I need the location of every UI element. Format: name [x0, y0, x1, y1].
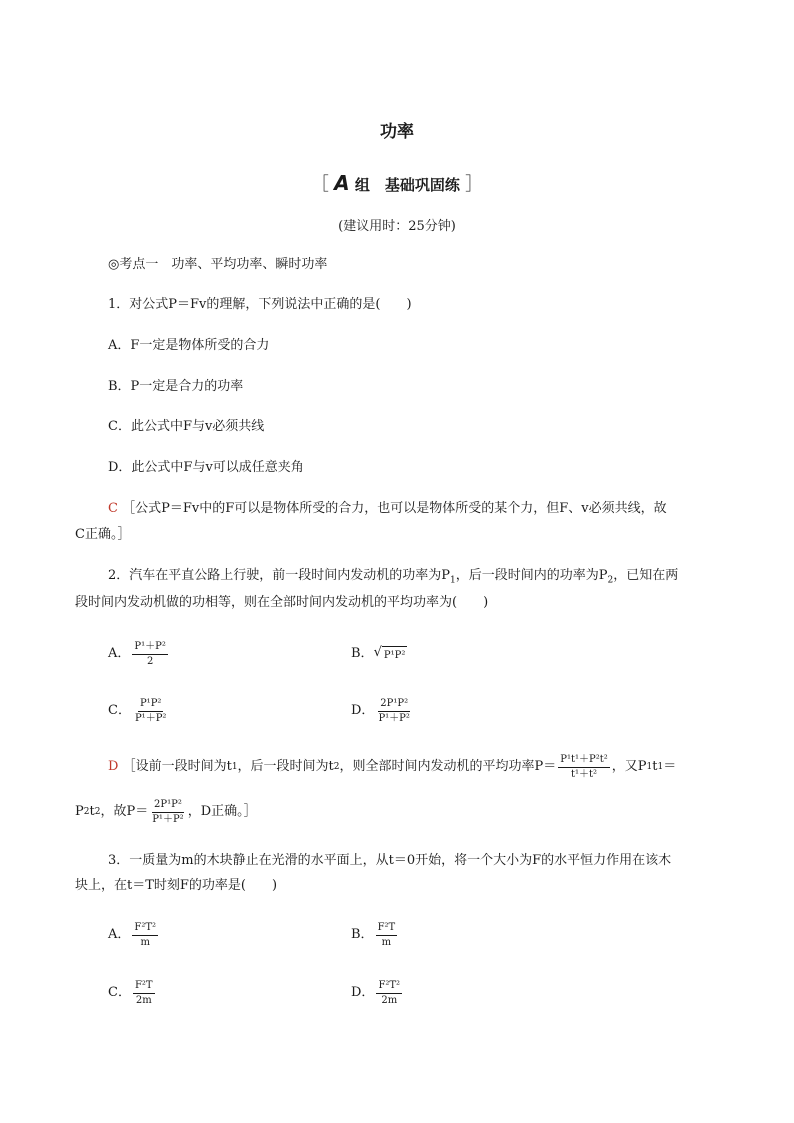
q3-option-a — [108, 918, 160, 952]
section-heading: ◎考点一 功率、平均功率、瞬时功率 — [108, 257, 328, 272]
q2-an2-fraction — [150, 799, 185, 826]
q2-an-sub2: 2 — [333, 762, 340, 772]
q2-an-text-c: ，则全部时间内发动机的平均功率P＝ — [339, 759, 557, 774]
q2-an-sub4: 1 — [657, 762, 664, 772]
q3-c-num: F²T — [133, 980, 155, 994]
q2-option-d — [351, 694, 414, 728]
q2-a-den: 2 — [146, 655, 154, 667]
q2-option-b — [351, 637, 407, 671]
q3-a-den: m — [140, 936, 150, 948]
q2-an-num: P¹t¹＋P²t² — [558, 754, 610, 768]
q3-option-c — [108, 976, 157, 1010]
suggested-time: (建议用时：25分钟) — [338, 219, 456, 234]
q2-d-num: 2P¹P² — [378, 698, 410, 712]
q2-an-fraction — [558, 754, 610, 781]
q2-an2-text-a: P — [75, 804, 84, 819]
q2-an2-sub1: 2 — [83, 807, 90, 817]
q3-d-num: F²T² — [376, 980, 402, 994]
q2-b-sqrt — [374, 644, 408, 665]
q2-an2-text-d: ，D正确。］ — [187, 804, 257, 819]
q3-b-den: m — [381, 936, 392, 948]
group-open-bracket: ［ — [310, 174, 329, 195]
q2-an-sub1: 1 — [231, 762, 238, 772]
q2-option-c — [108, 694, 170, 728]
q2-stem-line2: 段时间内发动机做的功相等，则在全部时间内发动机的平均功率为( ) — [75, 595, 489, 610]
q3-stem-line1: 3．一质量为m的木块静止在光滑的水平面上，从t＝0开始，将一个大小为F的水平恒力作用在该木 — [108, 853, 672, 868]
q2-stem-line1 — [108, 567, 678, 590]
q3-d-prefix: D． — [351, 985, 375, 1000]
q2-c-prefix: C． — [108, 703, 131, 718]
q2-analysis-line2 — [75, 795, 257, 829]
q2-stem-sub1: 1 — [450, 575, 456, 586]
q2-stem-text-c: ，已知在两 — [613, 568, 679, 583]
q1-stem: 1．对公式P＝Fv的理解，下列说法中正确的是( ) — [108, 297, 412, 312]
q3-c-prefix: C． — [108, 985, 131, 1000]
q2-a-fraction — [132, 641, 167, 668]
q2-d-den: P¹＋P² — [378, 712, 410, 724]
q3-c-den: 2m — [135, 994, 152, 1006]
q1-option-a: A．F一定是物体所受的合力 — [108, 338, 270, 353]
q2-an2-den: P¹＋P² — [152, 813, 184, 825]
q1-option-d: D．此公式中F与v可以成任意夹角 — [108, 460, 304, 475]
q1-analysis-text: ［公式P＝Fv中的F可以是物体所受的合力，也可以是物体所受的某个力，但F、v必须共线，故 — [122, 501, 667, 516]
q2-analysis-line1 — [108, 750, 676, 784]
q2-c-num: P¹P² — [138, 698, 163, 712]
q2-c-fraction — [133, 698, 168, 725]
q2-a-prefix: A． — [108, 646, 131, 661]
q2-c-den: P¹＋P² — [134, 712, 167, 724]
q2-stem-sub2: 2 — [607, 575, 614, 586]
q2-d-prefix: D． — [351, 703, 375, 718]
q2-b-prefix: B． — [351, 646, 374, 661]
q1-answer-letter: C — [108, 501, 118, 516]
q2-an-text-b: ，后一段时间为t — [237, 759, 334, 774]
group-label: 组 基础巩固练 — [354, 176, 460, 194]
q3-d-fraction — [376, 980, 402, 1007]
q3-b-fraction — [376, 922, 398, 949]
q2-an2-num: 2P¹P² — [152, 799, 184, 813]
q2-b-radicand: P¹P² — [382, 646, 407, 665]
q3-option-d — [351, 976, 404, 1010]
q2-an-text-a: ［设前一段时间为t — [122, 759, 232, 774]
q3-d-den: 2m — [381, 994, 398, 1006]
sqrt-symbol: √ — [373, 644, 382, 660]
q1-analysis — [108, 500, 667, 518]
q2-an-sub3: 1 — [646, 762, 653, 772]
q3-a-num: F²T² — [132, 922, 158, 936]
q2-stem-text-a: 2．汽车在平直公路上行驶，前一段时间内发动机的功率为P — [108, 568, 451, 583]
group-letter: A — [334, 171, 350, 195]
q2-an2-sub2: 2 — [94, 807, 101, 817]
q3-b-prefix: B． — [351, 927, 374, 942]
q2-answer-letter: D — [108, 759, 119, 774]
q2-a-num: P¹＋P² — [132, 641, 167, 655]
q2-an-den: t¹＋t² — [571, 768, 598, 780]
q1-option-c: C．此公式中F与v必须共线 — [108, 419, 265, 434]
page-title: 功率 — [380, 122, 414, 142]
group-close-bracket: ］ — [465, 174, 484, 195]
q2-an-text-e: t — [652, 759, 658, 774]
q3-b-num: F²T — [376, 922, 398, 936]
group-heading — [0, 170, 794, 196]
q2-an-text-d: ，又P — [611, 759, 647, 774]
q3-a-prefix: A． — [108, 927, 131, 942]
q1-option-b: B．P一定是合力的功率 — [108, 379, 244, 394]
q2-an2-text-b: t — [89, 804, 95, 819]
q2-stem-text-b: ，后一段时间内的功率为P — [455, 568, 608, 583]
q1-analysis-cont: C正确。］ — [75, 527, 131, 542]
q2-d-fraction — [376, 698, 411, 725]
q3-c-fraction — [133, 980, 155, 1007]
q2-an2-text-c: ，故P＝ — [100, 804, 149, 819]
q2-option-a — [108, 637, 170, 671]
q3-stem-line2: 块上，在t＝T时刻F的功率是( ) — [75, 878, 278, 893]
q3-a-fraction — [132, 922, 158, 949]
q2-an-text-f: ＝ — [663, 759, 677, 774]
q3-option-b — [351, 918, 399, 952]
